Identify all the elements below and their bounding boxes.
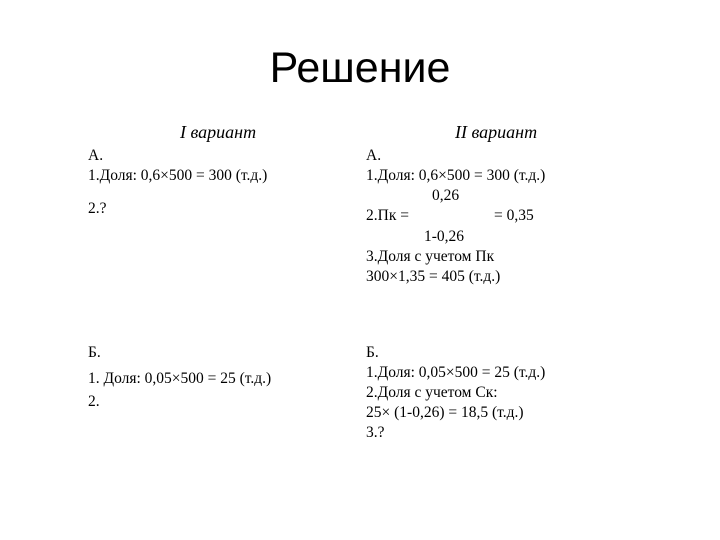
- right-part-b-label: Б.: [366, 344, 379, 361]
- right-part-a-line-4: 300×1,35 = 405 (т.д.): [366, 268, 501, 285]
- right-part-b-line-4: 3.?: [366, 424, 385, 441]
- left-part-a-label: А.: [88, 147, 104, 164]
- left-part-a-line-1: 1.Доля: 0,6×500 = 300 (т.д.): [88, 167, 268, 184]
- left-part-b-line-1: 1. Доля: 0,05×500 = 25 (т.д.): [88, 370, 272, 387]
- variant-2-heading: II вариант: [455, 122, 538, 142]
- slide-title: Решение: [269, 44, 451, 92]
- left-part-b-label: Б.: [88, 344, 101, 361]
- left-part-b-line-2: 2.: [88, 393, 100, 410]
- pk-fraction-numerator: 0,26: [432, 187, 460, 204]
- right-part-b-line-3: 25× (1-0,26) = 18,5 (т.д.): [366, 404, 524, 421]
- variant-1-heading: I вариант: [180, 122, 257, 142]
- right-part-a-line-3: 3.Доля с учетом Пк: [366, 248, 495, 265]
- right-part-b-line-1: 1.Доля: 0,05×500 = 25 (т.д.): [366, 364, 546, 381]
- right-part-a-label: А.: [366, 147, 382, 164]
- pk-fraction-denominator: 1-0,26: [424, 228, 465, 245]
- pk-formula-label: 2.Пк =: [366, 207, 409, 224]
- pk-formula-result: = 0,35: [494, 207, 534, 224]
- left-part-a-line-2: 2.?: [88, 200, 107, 217]
- right-part-b-line-2: 2.Доля с учетом Ск:: [366, 384, 498, 401]
- right-part-a-line-1: 1.Доля: 0,6×500 = 300 (т.д.): [366, 167, 546, 184]
